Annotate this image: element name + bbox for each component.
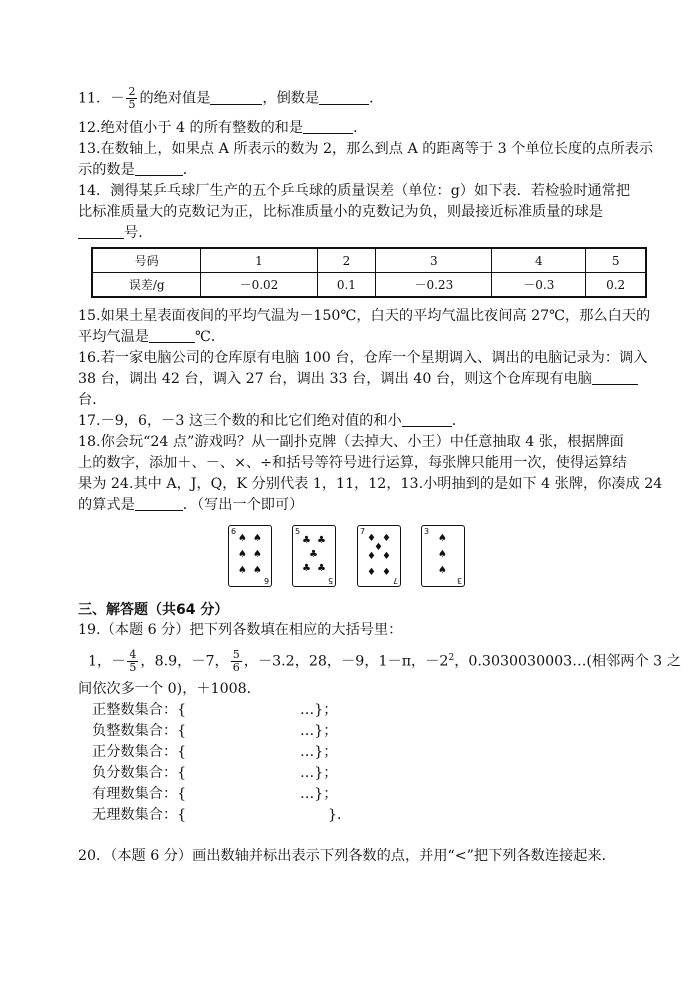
q11-blank-abs[interactable] [210, 90, 262, 105]
question-15-line1: 15.如果土星表面夜间的平均气温为－150℃，白天的平均气温比夜间高 27℃，那么白天的 [78, 308, 651, 324]
table-cell: －0.23 [376, 273, 492, 298]
table-cell: 0.1 [317, 273, 376, 298]
question-11: 11．－ $\frac{2}{5}$ 的绝对值是 ，倒数是 ． [78, 85, 384, 111]
spade-icon: ♠ [438, 549, 447, 560]
spade-icon: ♠ [238, 549, 247, 560]
set-irrational-numbers: 无理数集合：{ }． [92, 807, 352, 823]
question-16-line3: 台． [78, 392, 107, 408]
error-table [91, 247, 647, 298]
fraction-4-5: $\frac{4}{5}$ [129, 648, 137, 675]
question-18-line3: 果为 24.其中 A，J，Q，K 分别代表 1，11，12，13.小明抽到的是如下 4 张牌，你凑成 24 [78, 476, 663, 492]
q11-prefix: 11．－ [78, 90, 125, 107]
question-13-line2: 示的数是 ． [78, 162, 197, 178]
question-19-numbers: 1，－ $\frac{4}{5}$ ，8.9，－7， $\frac{5}{6}$ ，－3.2，28，－9，1－π，$-2^2$，0.3030030003…(相邻两个 3 之 [88, 648, 681, 675]
diamond-icon: ♦ [382, 551, 391, 562]
spade-icon: ♠ [253, 533, 262, 544]
diamond-icon: ♦ [367, 551, 376, 562]
question-17: 17.－9，6，－3 这三个数的和比它们绝对值的和小 ． [78, 413, 466, 429]
question-18-line1: 18.你会玩“24 点”游戏吗？从一副扑克牌（去掉大、小王）中任意抽取 4 张，根据牌面 [78, 434, 624, 450]
table-row [92, 248, 646, 273]
diamond-icon: ♦ [367, 567, 376, 578]
question-16-line2: 38 台，调出 42 台，调入 27 台，调出 33 台，调出 40 台，则这个仓库现有电脑 [78, 369, 638, 389]
spade-icon: ♠ [438, 533, 447, 544]
spade-icon: ♠ [438, 565, 447, 576]
club-icon: ♣ [309, 549, 318, 560]
set-rational-numbers: 有理数集合：{ …}； [92, 786, 338, 802]
question-19-line1: 19.（本题 6 分）把下列各数填在相应的大括号里： [78, 622, 403, 638]
diamond-icon: ♦ [382, 567, 391, 578]
section-3-heading: 三、解答题（共64 分） [78, 602, 229, 618]
table-cell: －0.02 [201, 273, 317, 298]
club-icon: ♣ [302, 535, 311, 546]
club-icon: ♣ [317, 535, 326, 546]
spade-icon: ♠ [238, 565, 247, 576]
q13-blank[interactable] [135, 161, 183, 176]
question-12: 12.绝对值小于 4 的所有整数的和是 ． [78, 120, 368, 136]
table-row-label: 误差/g [92, 273, 201, 298]
table-cell: 4 [492, 248, 586, 273]
table-cell: 2 [317, 248, 376, 273]
question-20: 20．（本题 6 分）画出数轴并标出表示下列各数的点，并用“<”把下列各数连接起来． [78, 848, 616, 864]
question-16-line1: 16.若一家电脑公司的仓库原有电脑 100 台，仓库一个星期调入、调出的电脑记录为：调入 [78, 350, 648, 366]
set-negative-fractions: 负分数集合：{ …}； [92, 765, 338, 781]
q15-blank[interactable] [149, 328, 195, 343]
q14-blank[interactable] [78, 224, 124, 239]
q11-blank-reciprocal[interactable] [319, 90, 369, 105]
spade-icon: ♠ [238, 533, 247, 544]
club-icon: ♣ [317, 563, 326, 574]
question-13-line1: 13.在数轴上，如果点 A 所表示的数为 2，那么到点 A 的距离等于 3 个单位长度的点所表示 [78, 141, 654, 157]
table-row [92, 273, 646, 298]
spade-icon: ♠ [253, 565, 262, 576]
table-cell: 1 [201, 248, 317, 273]
playing-card-5-clubs: 5 5 ♣ ♣ ♣ ♣ ♣ [292, 525, 336, 587]
set-negative-integers: 负整数集合：{ …}； [92, 723, 338, 739]
table-cell: 5 [586, 248, 646, 273]
set-positive-fractions: 正分数集合：{ …}； [92, 744, 338, 760]
diamond-icon: ♦ [382, 533, 391, 544]
q18-blank[interactable] [135, 496, 183, 511]
table-cell: －0.3 [492, 273, 586, 298]
table-header-label: 号码 [92, 248, 201, 273]
playing-card-6-spades: 6 6 ♠ ♠ ♠ ♠ ♠ ♠ [228, 525, 272, 587]
playing-card-3-spades: 3 3 ♠ ♠ ♠ [421, 525, 465, 587]
q12-blank[interactable] [303, 119, 353, 134]
q16-blank[interactable] [592, 370, 638, 385]
question-15-line2: 平均气温是 ℃． [78, 329, 226, 345]
diamond-icon: ♦ [367, 533, 376, 544]
set-positive-integers: 正整数集合：{ …}； [92, 702, 338, 718]
playing-card-7-diamonds: 7 7 ♦ ♦ ♦ ♦ ♦ ♦ ♦ [357, 525, 401, 587]
question-14-line3: 号． [78, 223, 152, 243]
question-14-line2: 比标准质量大的克数记为正，比标准质量小的克数记为负，则最接近标准质量的球是 [78, 204, 603, 220]
spade-icon: ♠ [253, 549, 262, 560]
club-icon: ♣ [302, 563, 311, 574]
question-18-line2: 上的数字，添加＋、－、×、÷和括号等符号进行运算，每张牌只能用一次，使得运算结 [78, 455, 627, 471]
table-cell: 3 [376, 248, 492, 273]
question-18-line4: 的算式是 ．（写出一个即可） [78, 497, 304, 513]
question-14-line1: 14．测得某乒乓球厂生产的五个乒乓球的质量误差（单位：g）如下表．若检验时通常把 [78, 183, 631, 199]
diamond-icon: ♦ [374, 542, 383, 553]
fraction-5-6: $\frac{5}{6}$ [232, 648, 240, 675]
question-19-line3: 间依次多一个 0)，＋1008． [78, 681, 261, 697]
table-cell: 0.2 [586, 273, 646, 298]
q11-fraction: $\frac{2}{5}$ [128, 85, 136, 111]
q17-blank[interactable] [402, 412, 452, 427]
